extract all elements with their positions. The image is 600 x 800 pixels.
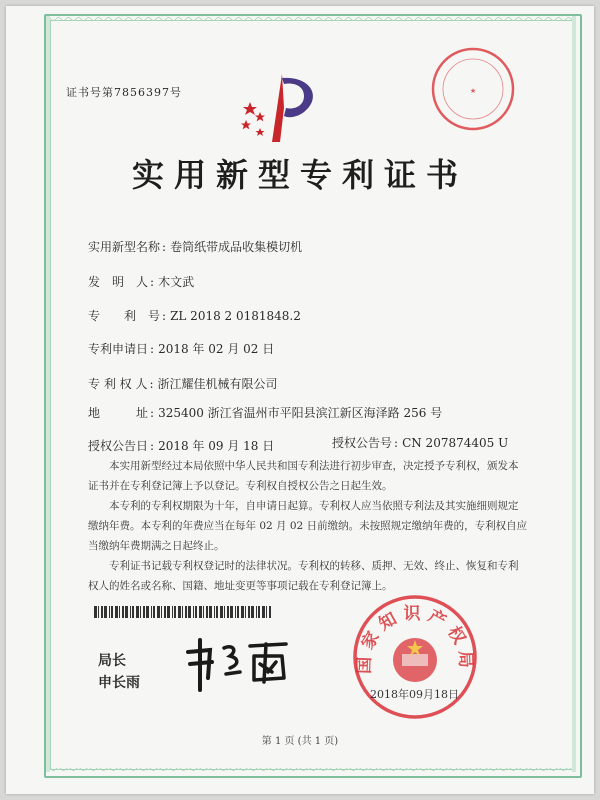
inventor-label: 发 明 人 <box>88 275 149 289</box>
barcode-bar <box>164 606 166 618</box>
grant-date-label: 授权公告日 <box>88 439 149 453</box>
barcode-bar <box>122 606 124 618</box>
seal-text: 国家知识产权局 <box>354 604 476 675</box>
inventor-value: 木文武 <box>158 275 195 289</box>
barcode-bar <box>157 606 160 618</box>
handwritten-signature <box>180 634 300 694</box>
signatory-name: 申长雨 <box>98 675 140 691</box>
certificate-body <box>88 456 528 596</box>
signatory-block <box>98 650 140 694</box>
barcode-bar <box>245 606 246 618</box>
barcode-bar <box>94 606 97 618</box>
barcode-bar <box>151 606 152 618</box>
grant-number-label: 授权公告号 <box>332 436 393 450</box>
barcode-bar <box>195 606 197 618</box>
barcode-bar <box>161 606 162 618</box>
barcode-bar <box>115 606 118 618</box>
barcode-bar <box>237 606 239 618</box>
page-footer: 第 1 页 (共 1 页) <box>261 736 339 747</box>
cnipa-logo-icon <box>232 68 332 148</box>
inventor-row: 发 明 人 : 木文武 <box>88 275 195 289</box>
seal-date: 2018年09月18日 <box>370 688 459 701</box>
utility-model-name-value: 卷筒纸带成品收集模切机 <box>170 240 303 254</box>
grant-date-value: 2018 年 09 月 18 日 <box>158 439 275 453</box>
barcode-bar <box>132 606 134 618</box>
grant-date-row: 授权公告日 : 2018 年 09 月 18 日 <box>88 439 275 453</box>
barcode-bar <box>258 606 260 618</box>
barcode-bar <box>182 606 183 618</box>
barcode-icon <box>94 606 274 620</box>
barcode-bar <box>224 606 225 618</box>
certificate-title: 实用新型专利证书 <box>131 156 468 194</box>
patent-number-label: 专 利 号 <box>88 309 161 323</box>
patentee-label: 专 利 权 人 <box>88 377 148 391</box>
barcode-bar <box>125 606 128 618</box>
official-seal-icon <box>350 592 480 722</box>
address-label: 地 址 <box>88 406 149 420</box>
filing-date-row: 专利申请日 : 2018 年 02 月 02 日 <box>88 342 275 356</box>
barcode-bar <box>227 606 229 618</box>
filing-date-label: 专利申请日 <box>88 342 149 356</box>
certificate-number: 证书号第7856397号 <box>66 86 182 99</box>
paragraph-legal-status: 专利证书记载专利权登记时的法律状况。专利权的转移、质押、无效、终止、恢复和专利权人的姓名或名称、国籍、地址变更等事项记载在专利登记簿上。 <box>88 560 519 592</box>
barcode-bar <box>206 606 208 618</box>
barcode-bar <box>172 606 173 618</box>
utility-model-name-row: 实用新型名称 : 卷筒纸带成品收集模切机 <box>88 240 303 254</box>
barcode-bar <box>262 606 265 618</box>
paragraph-grant: 本实用新型经过本局依照中华人民共和国专利法进行初步审查，决定授予专利权，颁发本证书并在专利登记簿上予以登记。专利权自授权公告之日起生效。 <box>88 460 519 492</box>
barcode-bar <box>178 606 181 618</box>
barcode-bar <box>235 606 236 618</box>
barcode-bar <box>101 606 103 618</box>
patent-number-row: 专 利 号 : ZL 2018 2 0181848.2 <box>88 309 301 323</box>
svg-text:★: ★ <box>469 87 477 95</box>
barcode-bar <box>98 606 99 618</box>
signatory-title: 局长 <box>98 653 126 669</box>
barcode-bar <box>214 606 215 618</box>
barcode-bar <box>130 606 131 618</box>
address-value: 325400 浙江省温州市平阳县滨江新区海泽路 256 号 <box>158 406 443 420</box>
barcode-bar <box>269 606 271 618</box>
barcode-bar <box>167 606 170 618</box>
patent-number-value: ZL 2018 2 0181848.2 <box>170 309 301 323</box>
barcode-bar <box>248 606 250 618</box>
barcode-bar <box>199 606 202 618</box>
patentee-row: 专 利 权 人 : 浙江耀佳机械有限公司 <box>88 377 278 391</box>
paragraph-term: 本专利的专利权期限为十年，自申请日起算。专利权人应当依照专利法及其实施细则规定缴纳年费。本专利的年费应当在每年 02 月 02 日前缴纳。未按照规定缴纳年费的，专利权自应当缴纳年费期满之日起终止。 <box>88 500 528 552</box>
barcode-bar <box>220 606 223 618</box>
barcode-bar <box>266 606 267 618</box>
utility-model-name-label: 实用新型名称 <box>88 240 161 254</box>
barcode-bar <box>188 606 191 618</box>
barcode-bar <box>256 606 257 618</box>
agency-seal-icon <box>428 44 518 134</box>
barcode-bar <box>146 606 149 618</box>
barcode-bar <box>241 606 244 618</box>
barcode-bar <box>185 606 187 618</box>
address-row: 地 址 : 325400 浙江省温州市平阳县滨江新区海泽路 256 号 <box>88 406 443 420</box>
barcode-bar <box>203 606 204 618</box>
barcode-bar <box>209 606 212 618</box>
barcode-bar <box>119 606 120 618</box>
barcode-bar <box>136 606 139 618</box>
barcode-bar <box>111 606 113 618</box>
barcode-bar <box>193 606 194 618</box>
grant-number-value: CN 207874405 U <box>402 436 509 450</box>
barcode-bar <box>251 606 254 618</box>
barcode-bar <box>216 606 218 618</box>
barcode-bar <box>143 606 145 618</box>
barcode-bar <box>109 606 110 618</box>
barcode-bar <box>153 606 155 618</box>
barcode-bar <box>104 606 107 618</box>
patentee-value: 浙江耀佳机械有限公司 <box>157 377 278 391</box>
barcode-bar <box>174 606 176 618</box>
grant-number-row: 授权公告号 : CN 207874405 U <box>332 436 509 450</box>
barcode-bar <box>140 606 141 618</box>
filing-date-value: 2018 年 02 月 02 日 <box>158 342 275 356</box>
barcode-bar <box>230 606 233 618</box>
